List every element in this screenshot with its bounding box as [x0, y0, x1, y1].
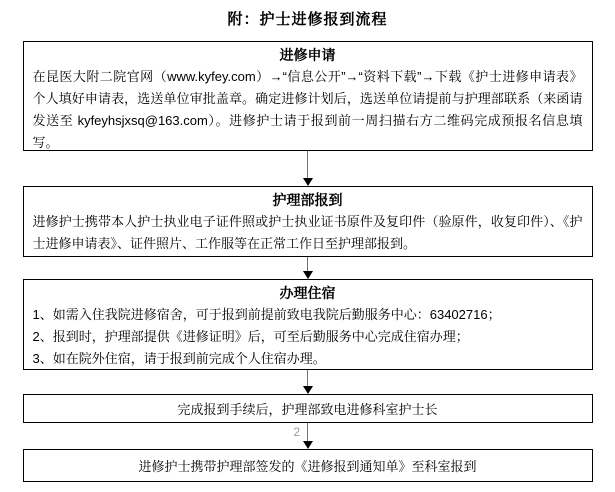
flow-box-accommodation-header: 办理住宿 [279, 285, 336, 301]
arrow-down-icon [23, 257, 593, 279]
arrow-down-icon [23, 423, 593, 449]
arrow-stem [307, 257, 308, 271]
list-item: 2、报到时，护理部提供《进修证明》后，可至后勤服务中心完成住宿办理； [32, 329, 469, 344]
flow-box-department-report [23, 449, 593, 482]
arrow-head [303, 178, 313, 186]
arrow-down-icon [23, 151, 593, 186]
stray-character: 2 [293, 425, 301, 439]
arrow-head [303, 271, 313, 279]
flow-box-registration-header: 护理部报到 [272, 192, 343, 208]
flow-box-notify [23, 394, 593, 423]
list-item: 1、如需入住我院进修宿舍，可于报到前提前致电我院后勤服务中心：63402716； [32, 307, 501, 322]
arrow-stem [307, 423, 308, 441]
arrow-stem [307, 151, 308, 178]
arrow-stem [307, 370, 308, 386]
arrow-head [303, 441, 313, 449]
page-title: 附：护士进修报到流程 [227, 11, 388, 28]
flow-box-registration [23, 186, 593, 257]
flow-box-notify-text: 完成报到手续后，护理部致电进修科室护士长 [177, 402, 438, 417]
arrow-head [303, 386, 313, 394]
arrow-down-icon [23, 370, 593, 394]
list-item: 3、如在院外住宿，请于报到前完成个人住宿办理。 [32, 351, 326, 366]
flow-box-registration-body: 进修护士携带本人护士执业电子证件照或护士执业证书原件及复印件（验原件，收复印件）、《护士进修申请表》、证件照片、工作服等在正常工作日至护理部报到。 [32, 214, 583, 251]
flow-box-department-report-text: 进修护士携带护理部签发的《进修报到通知单》至科室报到 [138, 459, 477, 474]
flow-box-application [23, 41, 593, 151]
flow-box-accommodation [23, 279, 593, 370]
flow-box-application-body: 在昆医大附二院官网（www.kyfey.com）→“信息公开”→“资料下载”→下载《护士进修申请表》 个人填好申请表，选送单位审批盖章。确定进修计划后，选送单位请提前与护理部联系（来函请发送至 kyfeyhsjxsq@163.com）。进修护士请于报到前一周扫描右方二维码完成预报名信息填写。 [32, 69, 583, 150]
flow-box-application-header: 进修申请 [279, 47, 336, 63]
